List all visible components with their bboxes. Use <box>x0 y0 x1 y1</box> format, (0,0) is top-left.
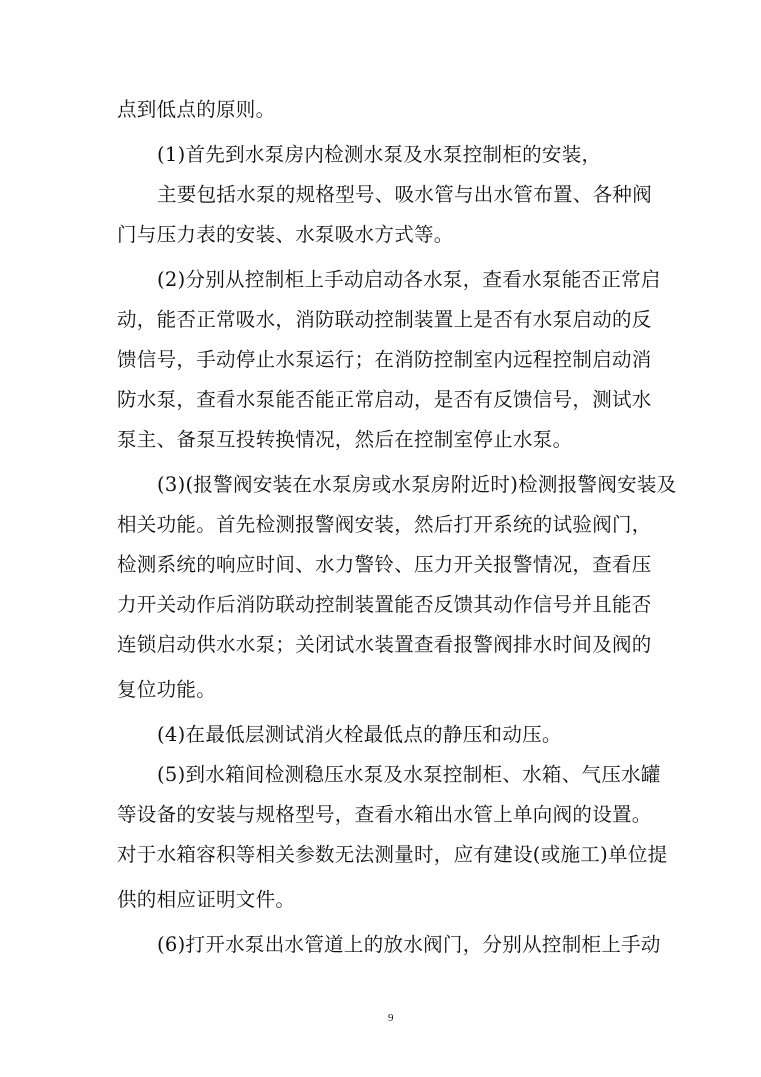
text-line: (5)到水箱间检测稳压水泵及水泵控制柜、水箱、气压水罐 <box>157 763 661 786</box>
text-line: (2)分别从控制柜上手动启动各水泵，查看水泵能否正常启 <box>157 268 661 291</box>
text-line: 防水泵，查看水泵能否能正常启动，是否有反馈信号，测试水 <box>117 388 652 411</box>
text-line: 力开关动作后消防联动控制装置能否反馈其动作信号并且能否 <box>117 593 652 616</box>
text-line: (6)打开水泵出水管道上的放水阀门，分别从控制柜上手动 <box>157 933 661 956</box>
text-line: (1)首先到水泵房内检测水泵及水泵控制柜的安装， <box>157 143 602 166</box>
text-line: 门与压力表的安装、水泵吸水方式等。 <box>117 223 454 246</box>
text-line: 点到低点的原则。 <box>117 98 276 121</box>
text-line: 对于水箱容积等相关参数无法测量时，应有建设(或施工)单位提 <box>117 843 668 866</box>
text-line: 供的相应证明文件。 <box>117 888 296 911</box>
text-line: (3)(报警阀安装在水泵房或水泵房附近时)检测报警阀安装及 <box>157 473 677 496</box>
text-line: 连锁启动供水水泵；关闭试水装置查看报警阀排水时间及阀的 <box>117 633 652 656</box>
text-line: 等设备的安装与规格型号，查看水箱出水管上单向阀的设置。 <box>117 803 652 826</box>
text-line: 泵主、备泵互投转换情况，然后在控制室停止水泵。 <box>117 428 573 451</box>
page-number: 9 <box>388 1012 394 1024</box>
text-line: 相关功能。首先检测报警阀安装，然后打开系统的试验阀门， <box>117 513 652 536</box>
text-line: 复位功能。 <box>117 678 217 701</box>
text-line: 动，能否正常吸水，消防联动控制装置上是否有水泵启动的反 <box>117 308 652 331</box>
text-line: 馈信号，手动停止水泵运行；在消防控制室内远程控制启动消 <box>117 348 652 371</box>
text-line: 主要包括水泵的规格型号、吸水管与出水管布置、各种阀 <box>157 183 653 206</box>
text-line: 检测系统的响应时间、水力警铃、压力开关报警情况，查看压 <box>117 553 652 576</box>
text-line: (4)在最低层测试消火栓最低点的静压和动压。 <box>157 723 562 746</box>
